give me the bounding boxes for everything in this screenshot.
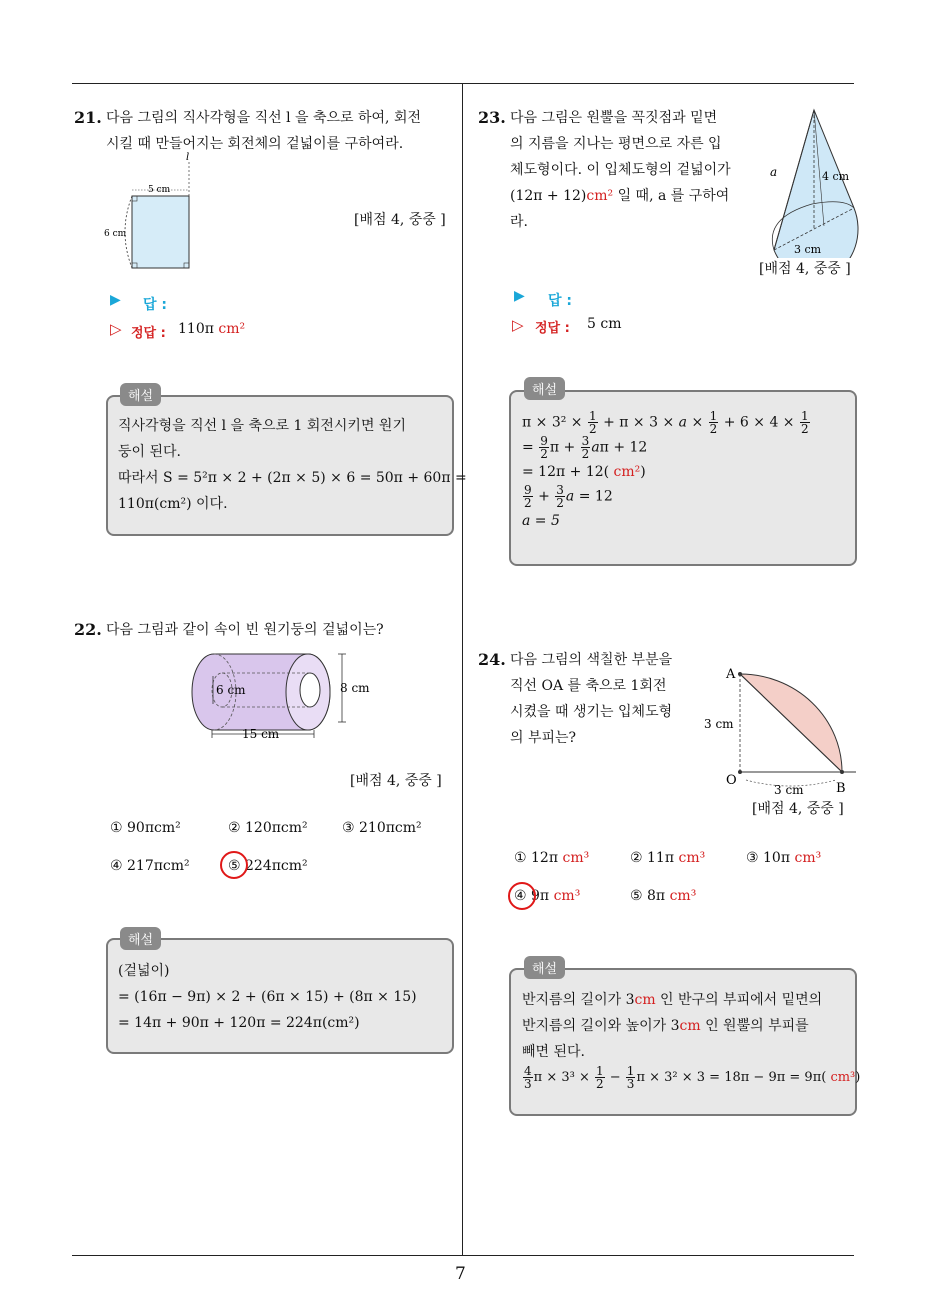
q23-fig-radius: 3 cm (794, 243, 822, 256)
column-divider (462, 83, 463, 1255)
q21-correct-value (178, 321, 245, 337)
q23-explain-line2: = $\frac{9}{2}$ π + $\frac{3}{2}$ aπ + 12 (522, 434, 648, 461)
q23-explanation (522, 410, 811, 533)
q24-line4: 의 부피는? (510, 730, 577, 746)
q21-fig-height: 6 cm (104, 229, 127, 239)
q21-rectangle-figure (100, 150, 210, 275)
q22-choice-3[interactable]: ③ 210πcm² (342, 820, 422, 836)
q21-correct-label: 정답 : (131, 326, 166, 341)
q21-fig-width: 5 cm (148, 185, 171, 195)
q22-choice-4[interactable]: ④ 217πcm² (110, 858, 190, 874)
q21-fig-l: l (186, 152, 190, 163)
q23-line1: 다음 그림은 원뿔을 꼭짓점과 밑면 (510, 110, 718, 126)
q23-explanation-tag: 해설 (524, 377, 565, 400)
q23-line4 (510, 183, 731, 209)
q22-hollow-cylinder-figure (186, 648, 376, 748)
q22-explanation-tag: 해설 (120, 927, 161, 950)
q24-fig-A: A (726, 667, 736, 682)
q23-correct-value: 5 cm (587, 316, 622, 332)
q23-answer-label: 답 : (548, 293, 572, 309)
q22-fig-length: 15 cm (242, 727, 280, 741)
q21-explanation (118, 413, 467, 517)
q23-area-unit: cm² (586, 188, 614, 204)
q22-choice-5[interactable]: ⑤ 224πcm² (228, 858, 308, 874)
q23-line2: 의 지름을 지나는 평면으로 자른 입 (510, 136, 722, 152)
q23-explain-line5: a = 5 (522, 513, 560, 529)
q21-explain-line2: 둥이 된다. (118, 444, 181, 460)
page-number: 7 (455, 1264, 466, 1284)
q23-explain-line1: π × 3² × $\frac{1}{2}$ + π × 3 × a × $\frac{1}{2}$ + 6 × 4 × $\frac{1}{2}$ (522, 409, 809, 436)
q21-explain-line4: 110π(cm²) 이다. (118, 496, 228, 512)
q22-choice-2[interactable]: ② 120πcm² (228, 820, 308, 836)
top-rule (72, 83, 854, 84)
q23-text (510, 105, 731, 235)
q22-explain-line1: (겉넓이) (118, 963, 170, 979)
q21-explain-line3: 따라서 S = 5²π × 2 + (2π × 5) × 6 = 50π + 60π = (118, 470, 467, 486)
q24-explain-line1: 반지름의 길이가 3cm 인 반구의 부피에서 밑면의 (522, 992, 823, 1008)
play-icon: ▶ (110, 292, 121, 308)
q23-line3: 체도형이다. 이 입체도형의 겉넓이가 (510, 162, 731, 178)
q23-correct-label: 정답 : (535, 321, 570, 336)
q23-explain-line3: = 12π + 12( cm²) (522, 464, 646, 480)
q23-half-cone-figure (764, 108, 860, 258)
q24-explanation (522, 987, 860, 1091)
q24-fig-O: O (726, 773, 737, 788)
q22-explanation (118, 958, 417, 1036)
q21-score: [배점 4, 중중 ] (354, 212, 446, 228)
play-icon: ▶ (514, 288, 525, 304)
q23-area-expr: (12π + 12) (510, 188, 587, 204)
q24-selected-circle (508, 882, 536, 910)
q24-explain-line4: $\frac{4}{3}$ π × 3³ × $\frac{1}{2}$ − $\frac{1}{3}$ π × 3² × 3 = 18π − 9π = 9π( cm³) (524, 1064, 861, 1091)
q23-fig-a: a (770, 165, 778, 179)
q24-explain-line2: 반지름의 길이와 높이가 3cm 인 원뿔의 부피를 (522, 1018, 809, 1034)
q23-line5: 라. (510, 214, 528, 230)
q23-line4-rest: 일 때, a 를 구하여 (613, 188, 730, 204)
q24-choice-1[interactable]: ① 12π cm³ (514, 850, 590, 866)
q21-answer-label: 답 : (143, 297, 167, 313)
q24-explain-line3: 빼면 된다. (522, 1044, 585, 1060)
q22-fig-inner: 6 cm (216, 683, 246, 697)
q22-number: 22. (74, 620, 102, 639)
q22-score: [배점 4, 중중 ] (350, 773, 442, 789)
q24-line2: 직선 OA 를 축으로 1회전 (510, 678, 667, 694)
q24-fig-horizontal: 3 cm (774, 783, 804, 797)
q24-line3: 시켰을 때 생기는 입체도형 (510, 704, 673, 720)
q24-choice-5[interactable]: ⑤ 8π cm³ (630, 888, 697, 904)
q24-choice-4[interactable]: ④ 9π cm³ (514, 888, 581, 904)
q24-choice-3[interactable]: ③ 10π cm³ (746, 850, 822, 866)
q21-line1: 다음 그림의 직사각형을 직선 l 을 축으로 하여, 회전 (106, 110, 422, 126)
q22-selected-circle (220, 851, 248, 879)
q24-choice-2[interactable]: ② 11π cm³ (630, 850, 706, 866)
q21-correct-unit: cm² (218, 321, 246, 337)
q22-explain-line2: = (16π − 9π) × 2 + (6π × 15) + (8π × 15) (118, 989, 417, 1005)
q21-explanation-tag: 해설 (120, 383, 161, 406)
q24-text (510, 647, 672, 751)
q21-explain-line1: 직사각형을 직선 l 을 축으로 1 회전시키면 원기 (118, 418, 406, 434)
q24-line1: 다음 그림의 색칠한 부분을 (510, 652, 673, 668)
q24-fig-vertical: 3 cm (704, 717, 734, 731)
q21-number: 21. (74, 108, 102, 127)
bottom-rule (72, 1255, 854, 1256)
q22-fig-outer: 8 cm (340, 681, 370, 695)
q24-quarter-circle-figure (700, 660, 860, 800)
q23-explain-line4: $\frac{9}{2}$ + $\frac{3}{2}$ a = 12 (524, 483, 613, 510)
q24-explanation-tag: 해설 (524, 956, 565, 979)
q24-score: [배점 4, 중중 ] (752, 801, 844, 817)
q24-number: 24. (478, 650, 506, 669)
q24-fig-B: B (836, 781, 846, 796)
q22-text: 다음 그림과 같이 속이 빈 원기둥의 겉넓이는? (106, 622, 384, 638)
q22-explain-line3: = 14π + 90π + 120π = 224π(cm²) (118, 1015, 360, 1031)
q23-score: [배점 4, 중중 ] (759, 261, 851, 277)
triangle-outline-icon: ▷ (110, 320, 122, 338)
q21-correct-number: 110π (178, 321, 214, 337)
q22-choice-1[interactable]: ① 90πcm² (110, 820, 181, 836)
q23-fig-height: 4 cm (822, 170, 850, 183)
triangle-outline-icon: ▷ (512, 316, 524, 334)
q21-line2: 시킬 때 만들어지는 회전체의 겉넓이를 구하여라. (106, 136, 404, 152)
q23-number: 23. (478, 108, 506, 127)
